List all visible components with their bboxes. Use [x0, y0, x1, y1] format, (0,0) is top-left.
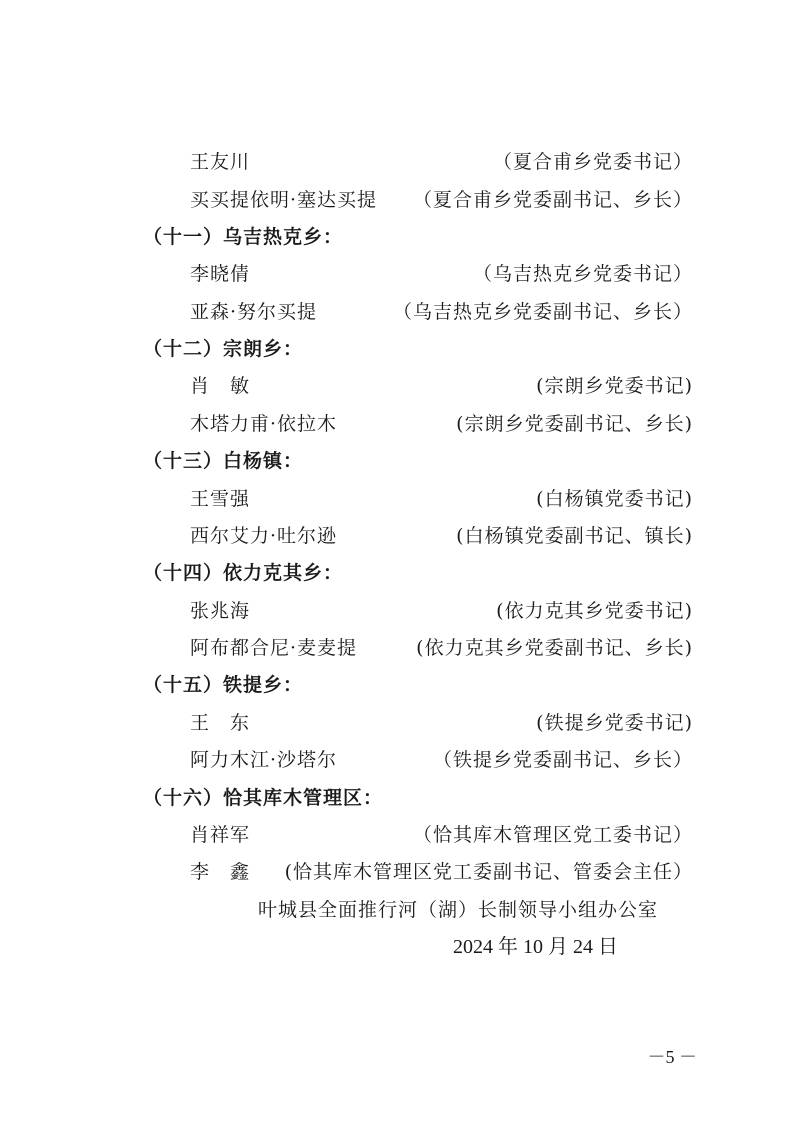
member-name: 亚森·努尔买提: [190, 301, 318, 323]
member-name: 王雪强: [190, 488, 251, 510]
member-name: 王友川: [190, 151, 251, 173]
member-name: 李 鑫: [190, 861, 251, 883]
member-title: (恰其库木管理区党工委副书记、管委会主任）: [284, 861, 693, 883]
member-title: (依力克其乡党委副书记、乡长): [416, 637, 693, 659]
section-heading: （十五）铁提乡：: [143, 674, 304, 696]
section-heading: （十四）依力克其乡：: [143, 562, 344, 584]
page-number: －5 －: [647, 1047, 697, 1067]
member-name: 王 东: [190, 712, 251, 734]
member-name: 西尔艾力·吐尔逊: [190, 525, 338, 547]
section-heading: （十三）白杨镇：: [143, 450, 304, 472]
section-heading: （十一）乌吉热克乡：: [143, 226, 344, 248]
member-name: 张兆海: [190, 600, 251, 622]
member-title: （铁提乡党委副书记、乡长）: [432, 749, 693, 771]
member-title: （乌吉热克乡党委副书记、乡长）: [392, 301, 693, 323]
member-name: 阿力木江·沙塔尔: [190, 749, 338, 771]
member-name: 肖祥军: [190, 824, 251, 846]
issue-date: 2024 年 10 月 24 日: [453, 936, 618, 958]
member-name: 肖 敏: [190, 375, 251, 397]
member-name: 买买提依明·塞达买提: [190, 189, 378, 211]
member-title: （夏合甫乡党委副书记、乡长）: [412, 189, 693, 211]
member-title: (宗朗乡党委副书记、乡长): [456, 413, 693, 435]
issuing-office: 叶城县全面推行河（湖）长制领导小组办公室: [258, 899, 659, 921]
member-name: 木塔力甫·依拉木: [190, 413, 338, 435]
member-title: (白杨镇党委书记): [536, 488, 693, 510]
member-title: （恰其库木管理区党工委书记）: [412, 824, 693, 846]
member-title: (白杨镇党委副书记、镇长): [456, 525, 693, 547]
member-name: 李晓倩: [190, 263, 251, 285]
section-heading: （十六）恰其库木管理区：: [143, 787, 384, 809]
member-title: （乌吉热克乡党委书记）: [472, 263, 693, 285]
member-name: 阿布都合尼·麦麦提: [190, 637, 358, 659]
member-title: (依力克其乡党委书记): [496, 600, 693, 622]
member-title: （夏合甫乡党委书记）: [492, 151, 693, 173]
member-title: (宗朗乡党委书记): [536, 375, 693, 397]
section-heading: （十二）宗朗乡：: [143, 338, 304, 360]
member-title: (铁提乡党委书记): [536, 712, 693, 734]
